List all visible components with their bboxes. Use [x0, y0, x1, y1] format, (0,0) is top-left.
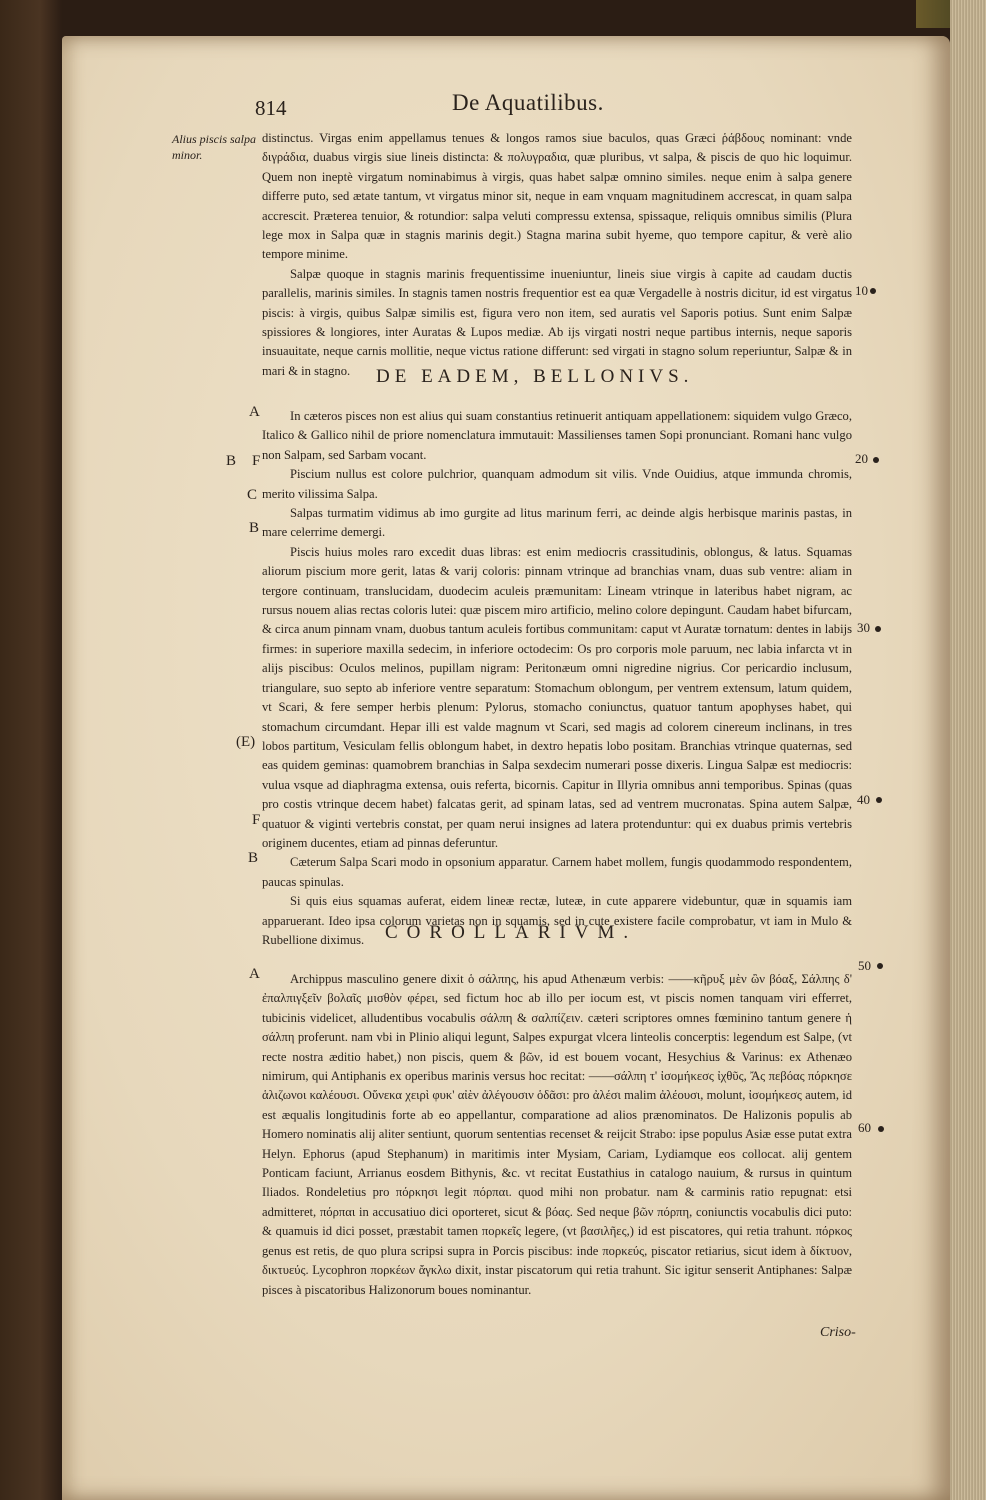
side-marker: F [252, 812, 261, 828]
running-title: De Aquatilibus. [452, 90, 604, 115]
margin-note: Alius piscis salpa minor. [172, 132, 257, 162]
paragraph: Cæterum Salpa Scari modo in opsonium apparatur. Carnem habet mollem, fungis quodammodo respondentem, paucas spinulas. [262, 855, 852, 889]
paragraph: Piscium nullus est colore pulchrior, quanquam admodum sit vilis. Vnde Ouidius, atque immunda chromis, merito vilissima Salpa. [262, 467, 852, 501]
paragraph: Archippus masculino genere dixit ὁ σάλπης, his apud Athenæum verbis: ——κῆρυξ μὲν ὢν βόαξ, Σάλπης δ' ἐπαλπιγξεῖν βολαῖς μισθὸν φέρει, sed fictum hoc ab illo per iocum est, vt piscis nomen tanquam viri efferret, tubicinis videlicet, alludentibus vocabulis σάλπη & σαλπίζειν. cæteri scriptores omnes fœminino tantum genere ἡ σάλπη proferunt. nam vbi in Plinio aliqui legunt, Salpes expurgat vlcera linteolis concerptis: legendum est Salpe, (vt recte nostra æditio habet,) non piscis, quem & βῶν, id est bouem vocant, Hesychius & Varinus: ex Athenæo nimirum, qui Antiphanis ex operibus marinis versus hoc recitat: ——σάλπη τ' ἰσομήκεσς ἰχθῦς, Ἄς πεβόας πόρκησε ἁλιζωνοι καλέουσι. Οὕνεκα χειρὶ φυκ' αἰὲν ἀλέγουσιν ὁδᾶσι: pro ἀλέσι malim ἀλέουσι, molunt, ἰσομήκεσς autem, id est æqualis longitudinis forte ab eo appellantur, comparatione ad alios prænominatos. De Halizonis populis ab Homero nominatis alij aliter sentiunt, quorum sententias recenset & reijcit Strabo: ipse populus Asiæ esse putat extra Helyn. Ephorus (apud Stephanum) in maritimis inter Mysiam, Cariam, Lydiamque eos collocat. alij gentem Ponticam faciunt, Arrianus eosdem Bithynis, &c. vt recitat Eustathius in catalogo nauium, & rursus in quintum Iliados. Rondeletius pro πόρκησι legit πόρπαι. quod mihi non probatur. nam & carminis ratio repugnat: etsi admitteret, πόρπαι in accusatiuo dici oporteret, sicut & βόας. Sed neque βῶν πόρπη, coniunctis vocabulis dici puto: & quamuis id dici posset, præstabit tamen πορκεῖς legere, (vt βασιλῆες,) id est piscatores, qui retia trahunt. πόρκος genus est retis, de quo plura scripsi supra in Porcis piscibus: inde πορκεύς, piscator retiarius, sicut idem à δίκτυον, δικτυεύς. Lycophron πορκέων ἄγκλω dixit, instar piscatorum qui retia trahunt. Sic igitur senserit Antiphanes: Salpæ pisces à piscatoribus Halizonorum boues nominantur. [262, 972, 852, 1297]
line-number: 30 [857, 620, 870, 635]
paragraph: Si quis eius squamas auferat, eidem lineæ rectæ, luteæ, in cute apparere videbuntur, quæ in squamis iam apparuerant. Ideo ipsa colorum varietas non in squamis, sed in cute existere facile comprobatur, vt iam in Mulo & Rubellione diximus. [262, 894, 852, 947]
side-marker: B [248, 850, 259, 866]
line-number: 60 [858, 1120, 871, 1135]
page-number: 814 [255, 96, 287, 120]
section-heading: COROLLARIVM. [385, 922, 638, 943]
side-marker: B [226, 453, 237, 469]
ink-dot [873, 457, 879, 463]
paragraph: Piscis huius moles raro excedit duas libras: est enim mediocris crassitudinis, oblongus, & latus. Squamas aliorum piscium more gerit, latas & varij coloris: pinnam vtrinque ad branchias vnam, duas sub ventre: aliam in tergore continuam, translucidam, duodecim aculeis præmunitam: Lineam vtrinque in lateribus habet nigram, ac rursus nouem alias rectas coloris lutei: quæ piscem miro artificio, melino colore depingunt. Caudam habet bifurcam, & circa anum pinnam vnam, duobus tantum aculeis fortibus communitam: caput vt Auratæ tornatum: dentes in labijs firmes: in superiore maxilla sedecim, in inferiore octodecim: Os pro corporis mole paruum, nec labia infarcta vt in alijs piscibus: Oculos melinos, pupillam nigram: Peritonæum omni nigredine nigrius. Cor pericardio inclusum, triangulare, suo septo ab inferiore ventre separatum: Stomachum oblongum, per ventrem extensum, latum quidem, vt Scari, & fere semper herbis plenum: Pylorus, stomacho coniunctus, quatuor tantum apophyses habet, qui stomachum circumdant. Hepar illi est valde magnum vt Scari, sed magis ad colorem cinereum inclinans, in tres lobos partitum, Vesiculam fellis oblongum habet, in dextro hepatis lobo positam. Branchias vtrinque quaternas, sed eas quidem geminas: quamobrem branchias in Salpa sexdecim numerari posse dixeris. Lingua Salpæ est mediocris: vulua vsque ad diaphragma extensa, ouis referta, bicornis. Capitur in Illyria omnibus anni temporibus. Spinas (quas pro costis vtrinque decem habet) falcatas gerit, ad spinam latas, sed ad ventrem mucronatas. Spina autem Salpæ, quatuor & viginti vertebris constat, per quam nerui insignes ad latera protenduntur: qui ex duabus primis vertebris originem ducentes, etiam ad pinnas deferuntur. [262, 544, 852, 850]
paragraph: In cæteros pisces non est alius qui suam constantius retinuerit antiquam appellationem: siquidem vulgo Græco, Italico & Gallico nihil de priore nomenclatura immutauit: Massilienses tamen Sopi pronunciant. Romani hanc vulgo non Salpam, sed Sarbam vocant. [262, 409, 852, 462]
paragraph: distinctus. Virgas enim appellamus tenues & longos ramos siue baculos, quas Græci ῥάβδους nominant: vnde διγράδια, duabus virgis siue lineis distincta: & πολυγραδια, quæ pluribus, vt salpa, & piscis de quo hic loquimur. Quem non ineptè virgatum nominabimus à virgis, quas habet salpæ omnino similes. neque enim à salpa genere differre puto, sed ætate tantum, vt virgatus minor sit, neque in eam vnquam magnitudinem accrescat, in quam salpa accrescit. Præterea tenuior, & rotundior: salpa veluti compressu extensa, spissaque, reliquis omnibus similis (Plura lege mox in Salpa quæ in stagnis marinis degit.) Stagna marina subit hyeme, quo tempore capitur, & verè alio tempore minime. [262, 131, 852, 262]
ink-dot [875, 626, 881, 632]
ink-dot [876, 797, 882, 803]
line-number: 40 [857, 792, 870, 807]
side-marker: C [247, 487, 258, 503]
paragraph: Salpæ quoque in stagnis marinis frequentissime inueniuntur, lineis siue virgis à capite ad caudam ductis parallelis, marinis similes. In stagnis tamen nostris frequentior est ea quæ Vergadelle à nostris dicitur, id est virgatus piscis: à virgis, quibus Salpæ similis est, figura vero non item, sed auratis vel Saporis potius. Sunt enim Salpæ spissiores & longiores, inter Auratas & Lupos mediæ. Ab ijs virgati nostri neque partibus internis, neque saporis insuauitate, neque carnis mollitie, neque victus ratione differunt: sed virgati in stagno solum reperiuntur, Salpæ & in mari & in stagno. [262, 266, 852, 378]
ink-dot [878, 1126, 884, 1132]
ink-dot [877, 963, 883, 969]
section-heading: DE EADEM, BELLONIVS. [376, 366, 694, 387]
side-marker: A [249, 966, 260, 982]
catchword: Criso- [820, 1325, 856, 1340]
ink-dot [870, 288, 876, 294]
side-marker: B [249, 520, 260, 536]
section3-body [262, 970, 852, 1300]
section1-body [262, 129, 852, 381]
line-number: 50 [858, 958, 871, 973]
section2-body [262, 407, 852, 950]
side-marker: (E) [236, 734, 256, 750]
line-number: 10 [855, 283, 868, 298]
line-number: 20 [855, 451, 868, 466]
side-marker: A [249, 404, 260, 420]
side-marker: F [252, 453, 261, 469]
page-edges [950, 0, 986, 1500]
paragraph: Salpas turmatim vidimus ab imo gurgite ad litus marinum ferri, ac deinde algis herbisque marinis pastas, in mare celerrime demergi. [262, 506, 852, 540]
